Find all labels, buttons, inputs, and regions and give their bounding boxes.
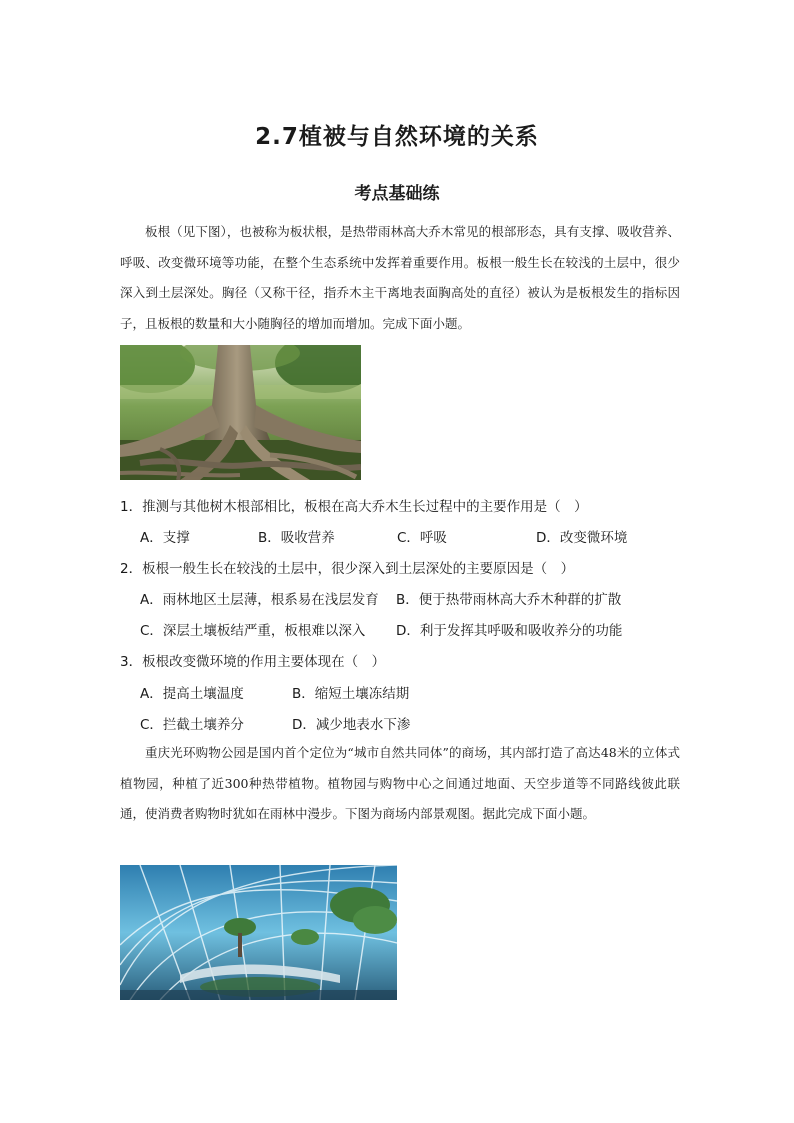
question-1-option-c: C．呼吸 [397, 530, 447, 546]
question-2-option-b: B．便于热带雨林高大乔木种群的扩散 [396, 592, 622, 608]
question-3-option-d: D．减少地表水下渗 [292, 717, 411, 733]
question-2-option-a: A．雨林地区土层薄，根系易在浅层发育 [140, 592, 379, 608]
question-1-option-d: D．改变微环境 [536, 530, 628, 546]
question-2-option-d: D．利于发挥其呼吸和吸收养分的功能 [396, 623, 623, 639]
mall-interior-photo [120, 865, 397, 1000]
question-3-option-a: A．提高土壤温度 [140, 686, 244, 702]
page-title: 2.7植被与自然环境的关系 [255, 124, 539, 150]
question-2-option-c: C．深层土壤板结严重，板根难以深入 [140, 623, 366, 639]
question-1-option-a: A．支撑 [140, 530, 190, 546]
passage-buttress-roots: 板根（见下图），也被称为板状根，是热带雨林高大乔木常见的根部形态，具有支撑、吸收营养、呼吸、改变微环境等功能，在整个生态系统中发挥着重要作用。板根一般生长在较浅的土层中，很少深入到土层深处。胸径（又称干径，指乔木主干离地表面胸高处的直径）被认为是板根发生的指标因子，且板根的数量和大小随胸径的增加而增加。完成下面小题。 [120, 224, 680, 331]
section-subtitle: 考点基础练 [354, 184, 440, 204]
question-3: 3．板根改变微环境的作用主要体现在（ ） [120, 654, 386, 670]
passage-shopping-park: 重庆光环购物公园是国内首个定位为“城市自然共同体”的商场，其内部打造了高达48米的立体式植物园，种植了近300种热带植物。植物园与购物中心之间通过地面、天空步道等不同路线彼此联通，使消费者购物时犹如在雨林中漫步。下图为商场内部景观图。据此完成下面小题。 [120, 745, 680, 821]
question-1: 1．推测与其他树木根部相比，板根在高大乔木生长过程中的主要作用是（ ） [120, 499, 588, 515]
question-1-option-b: B．吸收营养 [258, 530, 335, 546]
question-3-option-b: B．缩短土壤冻结期 [292, 686, 410, 702]
buttress-root-photo [120, 345, 361, 480]
question-3-option-c: C．拦截土壤养分 [140, 717, 244, 733]
question-2: 2．板根一般生长在较浅的土层中，很少深入到土层深处的主要原因是（ ） [120, 561, 575, 577]
